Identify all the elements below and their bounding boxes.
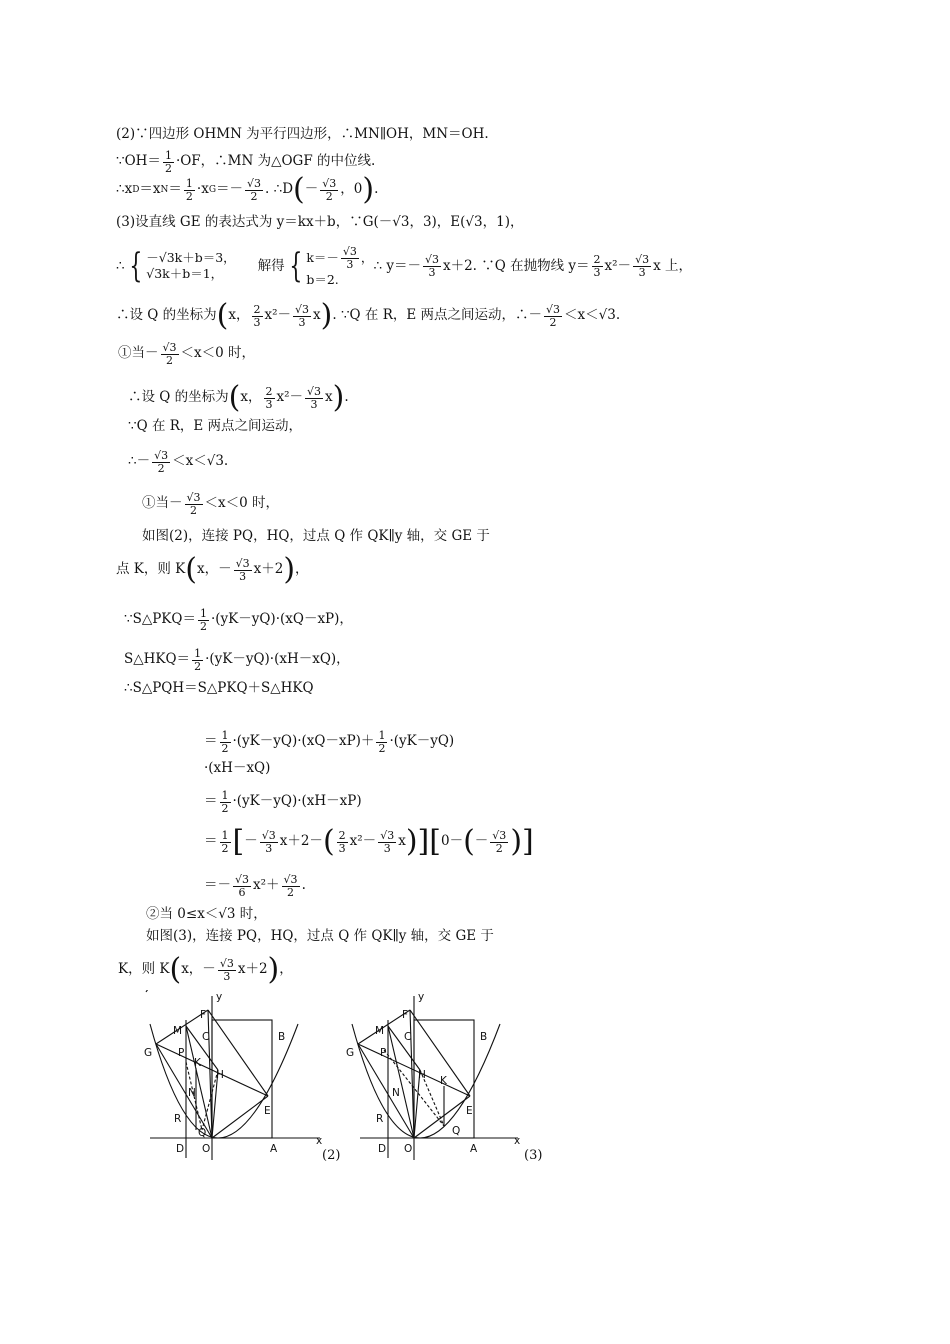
text-line-4: (3)设直线 GE 的表达式为 y＝kx＋b，∵G(－√3，3)，E(√3，1)， bbox=[116, 214, 524, 230]
svg-text:R: R bbox=[376, 1113, 384, 1125]
label-r: R bbox=[174, 1113, 182, 1125]
label-h: H bbox=[216, 1069, 224, 1081]
parabola bbox=[352, 1024, 500, 1138]
label-e: E bbox=[264, 1105, 271, 1117]
svg-text:x: x bbox=[514, 1135, 521, 1147]
svg-text:y: y bbox=[418, 991, 425, 1003]
text-line-14: ∵S△PKQ＝ $\frac{1}{2}$ ·(yK－yQ)·(xQ－xP)， bbox=[124, 607, 353, 633]
svg-text:M: M bbox=[375, 1025, 385, 1037]
text-line-5: ∴ { －√3k＋b＝3， √3k＋b＝1， 解得 { k＝－ $\frac{√3}{3}$ ， b＝2. ∴ y＝－ $\frac{√3}{3}$ x＋2. ∵Q 在抛物线 y＝ $\frac{2}{3}$ x²－ $\frac{√3}{3}$ x 上， bbox=[116, 245, 692, 288]
svg-text:K: K bbox=[440, 1075, 447, 1087]
svg-text:O: O bbox=[404, 1143, 413, 1155]
text-line-9: ∵Q 在 R，E 两点之间运动， bbox=[128, 418, 303, 434]
text-line-2 bbox=[116, 150, 375, 174]
text-line-17: ＝ $\frac{1}{2}$ ·(yK－yQ)·(xQ－xP)＋ $\frac{1}{2}$ ·(yK－yQ) bbox=[204, 729, 455, 755]
line-text: ·OF，∴MN 为△OGF 的中位线. bbox=[175, 153, 376, 170]
fraction: $\frac{1}{2}$ bbox=[185, 177, 193, 203]
text-line-8: ∴设 Q 的坐标为 ( x， $\frac{2}{3}$ x²－ $\frac{√3}{3}$ x ) . bbox=[128, 380, 349, 416]
label-y: y bbox=[216, 991, 223, 1003]
svg-text:Q: Q bbox=[452, 1125, 461, 1137]
svg-text:D: D bbox=[378, 1143, 387, 1155]
fraction: $\frac{1}{2}$ bbox=[164, 149, 172, 175]
label-a: A bbox=[270, 1143, 278, 1155]
text-line-1 bbox=[116, 128, 489, 142]
figure-2-caption: (2) bbox=[322, 1148, 341, 1163]
text-line-19: ＝ $\frac{1}{2}$ ·(yK－yQ)·(xH－xP) bbox=[204, 789, 362, 815]
line-text: (2)∵四边形 OHMN 为平行四边形，∴MN∥OH，MN＝OH. bbox=[116, 126, 489, 142]
text-line-20: ＝ $\frac{1}{2}$ [ － $\frac{√3}{3}$ x＋2－ ( $\frac{2}{3}$ x²－ $\frac{√3}{3}$ x ) ] [ 0－ ( － $\frac{√3}{2}$ ) ] bbox=[204, 824, 534, 860]
label-p: P bbox=[178, 1047, 185, 1059]
svg-text:C: C bbox=[404, 1031, 412, 1043]
figure-3-caption: (3) bbox=[524, 1148, 543, 1163]
text-line-11: ①当－ $\frac{√3}{2}$ ＜x＜0 时， bbox=[142, 491, 280, 517]
equation-system-1: { －√3k＋b＝3， √3k＋b＝1， bbox=[128, 246, 236, 286]
label-g: G bbox=[144, 1047, 153, 1059]
label-c: C bbox=[202, 1031, 210, 1043]
label-n: N bbox=[188, 1087, 196, 1099]
text-line-23: 如图(3)，连接 PQ，HQ，过点 Q 作 QK∥y 轴，交 GE 于 bbox=[146, 928, 494, 944]
text-line-6: ∴设 Q 的坐标为 ( x， $\frac{2}{3}$ x²－ $\frac{√3}{3}$ x ) . ∵Q 在 R，E 两点之间运动，∴－ $\frac{√3}{2}$ ＜x＜√3. bbox=[116, 298, 621, 334]
svg-text:B: B bbox=[480, 1031, 488, 1043]
line-text: ∵OH＝ bbox=[116, 153, 161, 170]
label-m: M bbox=[173, 1025, 183, 1037]
equation-system-2: { k＝－ $\frac{√3}{3}$ ， b＝2. bbox=[289, 245, 374, 288]
svg-text:A: A bbox=[470, 1143, 478, 1155]
text-line-18: ·(xH－xQ) bbox=[204, 760, 271, 776]
text-line-21: ＝－ $\frac{√3}{6}$ x²＋ $\frac{√3}{2}$ . bbox=[204, 873, 306, 899]
text-line-22: ②当 0≤x＜√3 时， bbox=[146, 906, 267, 922]
text-line-13: 点 K，则 K ( x，－ $\frac{√3}{3}$ x＋2 ) ， bbox=[116, 552, 309, 588]
svg-text:P: P bbox=[380, 1047, 387, 1059]
geometry-figure-2 bbox=[138, 990, 341, 1170]
text-line-3: ∴x D ＝x N ＝ $\frac{1}{2}$ ·x G ＝－ $\frac{√3}{2}$ . ∴D ( － $\frac{√3}{2}$ ，0 ) . bbox=[116, 172, 379, 208]
text-line-16: ∴S△PQH＝S△PKQ＋S△HKQ bbox=[124, 680, 314, 696]
label-d: D bbox=[176, 1143, 185, 1155]
svg-text:G: G bbox=[346, 1047, 355, 1059]
label-q: Q bbox=[198, 1127, 207, 1139]
svg-text:E: E bbox=[466, 1105, 473, 1117]
svg-text:F: F bbox=[402, 1009, 409, 1021]
label-k: K bbox=[194, 1057, 201, 1069]
parabola bbox=[150, 1024, 298, 1138]
fraction: $\frac{√3}{2}$ bbox=[247, 177, 262, 203]
label-f: F bbox=[200, 1009, 207, 1021]
label-b: B bbox=[278, 1031, 286, 1043]
svg-text:N: N bbox=[392, 1087, 400, 1099]
text-line-24: K，则 K ( x，－ $\frac{√3}{3}$ x＋2 ) ， bbox=[118, 952, 293, 988]
text-line-15: S△HKQ＝ $\frac{1}{2}$ ·(yK－yQ)·(xH－xQ)， bbox=[124, 647, 350, 673]
text-line-12: 如图(2)，连接 PQ，HQ，过点 Q 作 QK∥y 轴，交 GE 于 bbox=[142, 528, 490, 544]
label-o: O bbox=[202, 1143, 211, 1155]
text-line-7: ①当－ $\frac{√3}{2}$ ＜x＜0 时， bbox=[118, 341, 256, 367]
text-line-10: ∴－ $\frac{√3}{2}$ ＜x＜√3. bbox=[128, 449, 229, 475]
label-x: x bbox=[316, 1135, 323, 1147]
svg-text:H: H bbox=[418, 1069, 426, 1081]
geometry-figure-3 bbox=[340, 990, 543, 1170]
